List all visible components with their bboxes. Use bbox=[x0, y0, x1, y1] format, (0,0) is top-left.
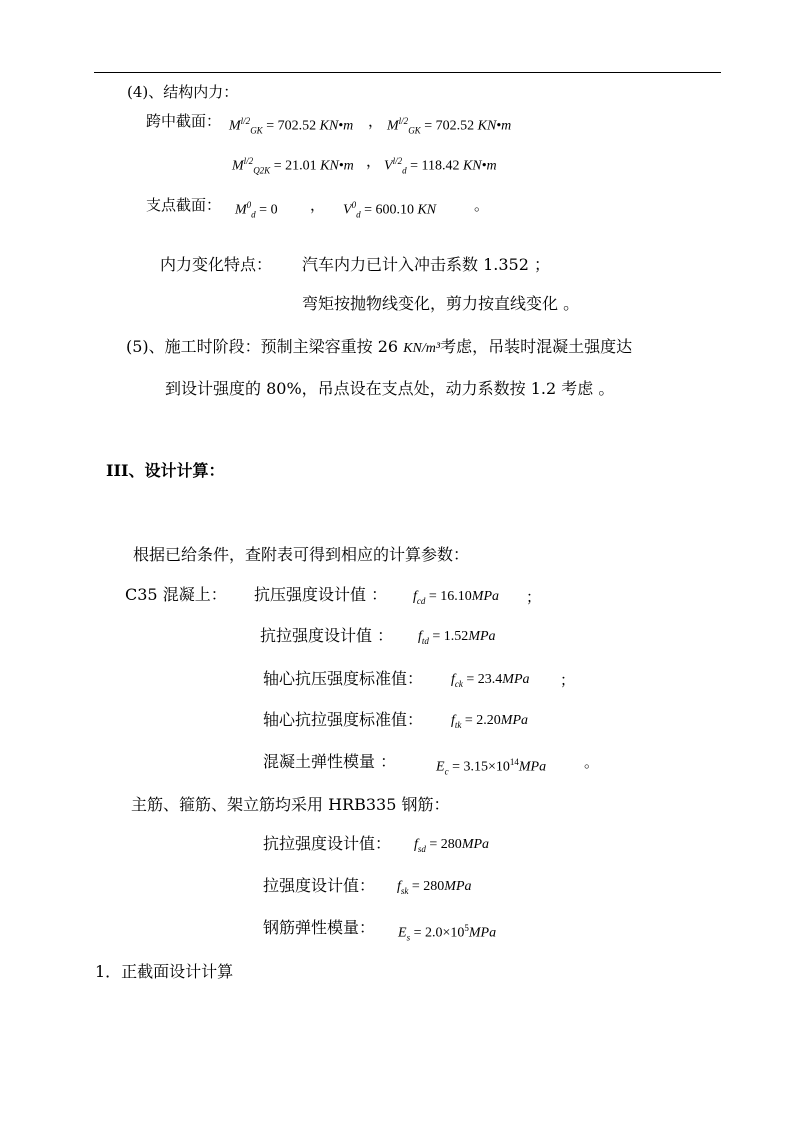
support-sep: ， bbox=[310, 196, 326, 214]
midspan-sep-1: ， bbox=[368, 112, 384, 130]
steel-label: 主筋、箍筋、架立筋均采用 HRB335 钢筋： bbox=[131, 795, 450, 814]
midspan-formula-4: $V^{l/2}_d = 118.42$ KN•m bbox=[384, 156, 497, 176]
concrete-param-formula: $f_{tk} = 2.20MPa$ bbox=[451, 713, 529, 730]
forces-heading: (4)、结构内力： bbox=[127, 83, 239, 101]
construction-line-2: 到设计强度的 80%，吊点设在支点处，动力系数按 1.2 考虑 。 bbox=[165, 379, 615, 398]
steel-param-formula: $f_{sd} = 280MPa$ bbox=[414, 837, 490, 854]
concrete-param-formula: $f_{td} = 1.52MPa$ bbox=[418, 629, 496, 646]
concrete-param-label: 混凝土弹性模量 ： bbox=[263, 752, 397, 771]
concrete-param-end: ； bbox=[560, 671, 576, 689]
change-line-2: 弯矩按抛物线变化，剪力按直线变化 。 bbox=[302, 294, 580, 313]
concrete-param-label: 轴心抗压强度标准值： bbox=[263, 669, 424, 688]
midspan-formula-2: $M^{l/2}_{GK} = 702.52$ KN•m bbox=[387, 116, 512, 136]
concrete-param-label: 抗拉强度设计值 ： bbox=[260, 626, 394, 645]
concrete-param-formula: $f_{ck} = 23.4MPa$ bbox=[451, 672, 530, 689]
subsection-heading: 1．正截面设计计算 bbox=[95, 962, 234, 981]
midspan-label: 跨中截面： bbox=[146, 112, 222, 130]
concrete-param-label: 抗压强度设计值 ： bbox=[254, 585, 388, 604]
concrete-param-end: ； bbox=[526, 588, 542, 606]
steel-param-label: 抗拉强度设计值： bbox=[263, 834, 392, 853]
section-heading: III、设计计算： bbox=[106, 461, 225, 480]
concrete-param-end: 。 bbox=[584, 753, 600, 771]
construction-line-1: (5)、施工时阶段：预制主梁容重按 26 KN/m³考虑，吊装时混凝土强度达 bbox=[126, 337, 633, 356]
change-label: 内力变化特点： bbox=[160, 255, 273, 274]
midspan-formula-3: $M^{l/2}_{Q2K} = 21.01$ KN•m bbox=[232, 156, 354, 176]
steel-param-label: 钢筋弹性模量： bbox=[263, 918, 376, 937]
concrete-param-formula: $E_c = 3.15\times 10^{14}MPa$ bbox=[436, 757, 547, 777]
steel-param-formula: $f_{sk} = 280MPa$ bbox=[397, 879, 472, 896]
support-formula-1: $M^0_d = 0$ bbox=[235, 200, 278, 220]
change-line-1: 汽车内力已计入冲击系数 1.352 ； bbox=[302, 255, 550, 274]
steel-param-label: 拉强度设计值： bbox=[263, 876, 376, 895]
support-end: 。 bbox=[474, 196, 490, 214]
support-label: 支点截面： bbox=[146, 196, 222, 214]
support-formula-2: $V^0_d = 600.10$ KN bbox=[343, 200, 437, 220]
steel-param-formula: $E_s = 2.0\times 10^5MPa$ bbox=[398, 923, 497, 943]
midspan-sep-2: ， bbox=[366, 152, 382, 170]
midspan-formula-1: $M^{l/2}_{GK} = 702.52$ KN•m bbox=[229, 116, 354, 136]
header-rule bbox=[94, 72, 721, 73]
concrete-label: C35 混凝上： bbox=[125, 585, 227, 604]
concrete-param-label: 轴心抗拉强度标准值： bbox=[263, 710, 424, 729]
concrete-param-formula: $f_{cd} = 16.10MPa$ bbox=[413, 589, 500, 606]
intro-text: 根据已给条件，查附表可得到相应的计算参数： bbox=[133, 545, 470, 564]
